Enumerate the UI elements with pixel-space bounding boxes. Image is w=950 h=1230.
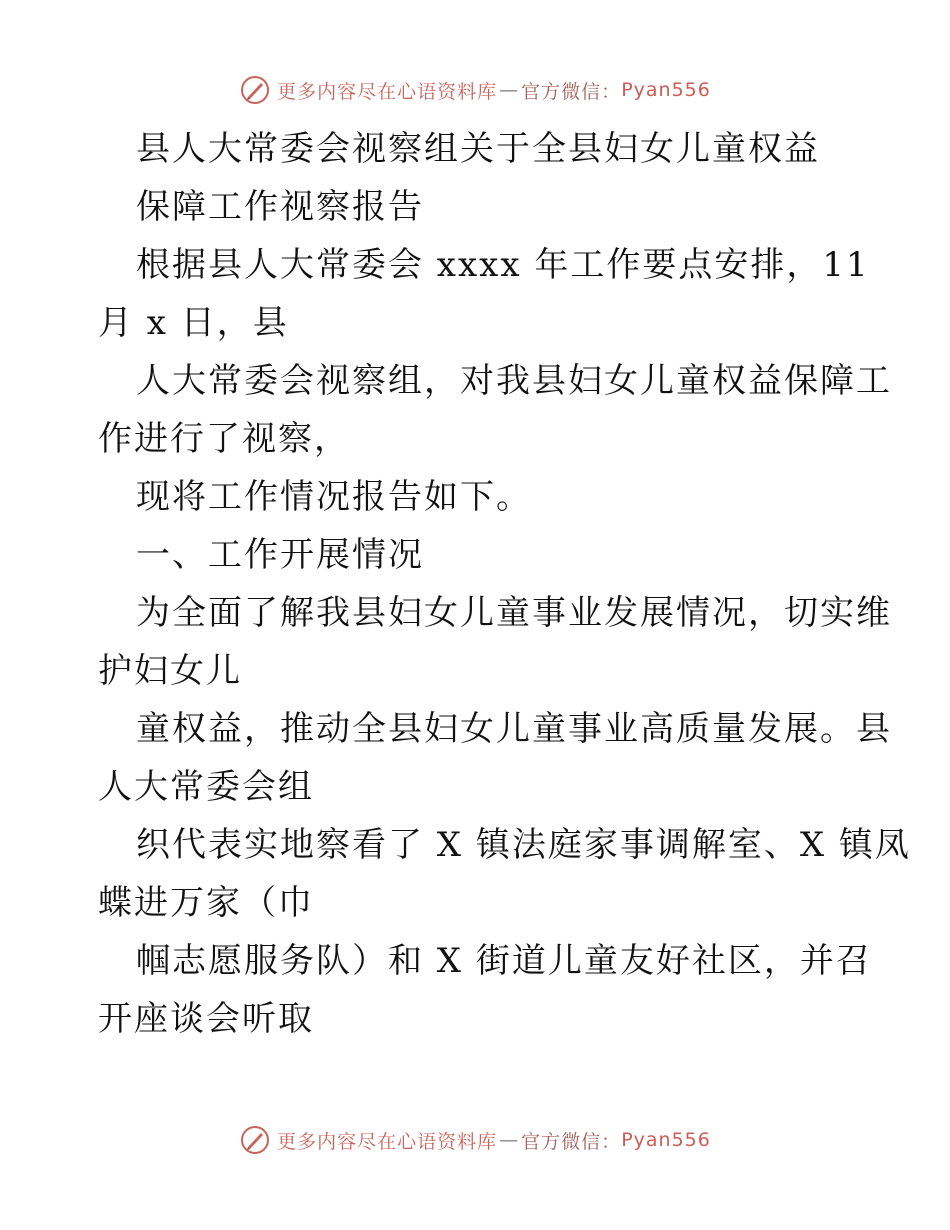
text-line: 作进行了视察， — [98, 419, 350, 459]
watermark-dash: — — [499, 1129, 520, 1151]
watermark-wechat-id: Pyan556 — [621, 79, 711, 101]
text-line: 蝶进万家（巾 — [98, 883, 314, 923]
text-line: 根据县人大常委会 xxxx 年工作要点安排，11 — [136, 245, 870, 285]
text-line: 为全面了解我县妇女儿童事业发展情况，切实维 — [136, 593, 892, 633]
watermark-wechat-label: 官方微信： — [521, 80, 622, 103]
text-line: 童权益，推动全县妇女儿童事业高质量发展。县 — [136, 709, 892, 749]
watermark-brand: 更多内容尽在心语资料库 — [277, 80, 498, 103]
quill-logo-icon — [239, 1124, 271, 1156]
watermark-header — [0, 70, 950, 110]
watermark-wechat-id: Pyan556 — [621, 1129, 711, 1151]
text-line: 人大常委会视察组，对我县妇女儿童权益保障工 — [136, 361, 892, 401]
text-line: 县人大常委会视察组关于全县妇女儿童权益 — [136, 129, 820, 169]
text-line: 护妇女儿 — [98, 651, 242, 691]
text-line: 人大常委会组 — [98, 767, 314, 807]
quill-logo-icon — [239, 74, 271, 106]
watermark-brand: 更多内容尽在心语资料库 — [277, 1130, 498, 1153]
text-line: 保障工作视察报告 — [136, 187, 424, 227]
watermark-footer — [0, 1120, 950, 1160]
text-line: 现将工作情况报告如下。 — [136, 477, 532, 517]
document-body — [98, 120, 911, 1048]
text-line: 帼志愿服务队）和 X 街道儿童友好社区，并召 — [136, 941, 872, 981]
text-line: 月 x 日，县 — [98, 303, 289, 343]
watermark-wechat-label: 官方微信： — [521, 1130, 622, 1153]
text-line: 一、工作开展情况 — [136, 535, 424, 575]
watermark-dash: — — [499, 79, 520, 101]
text-line: 织代表实地察看了 X 镇法庭家事调解室、X 镇凤 — [136, 825, 911, 865]
text-line: 开座谈会听取 — [98, 999, 314, 1039]
